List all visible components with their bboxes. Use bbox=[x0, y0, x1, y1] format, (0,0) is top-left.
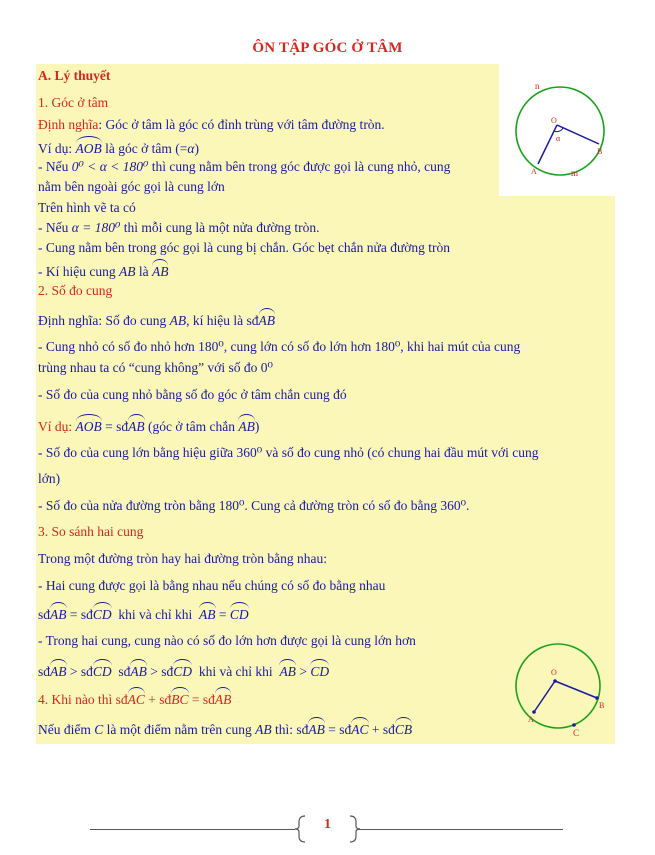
arc-cd: CD bbox=[230, 603, 249, 624]
text-segment: khi và chỉ khi bbox=[192, 664, 280, 679]
label-m: m bbox=[571, 168, 579, 178]
example-text: là góc ở tâm (= bbox=[101, 141, 188, 156]
footer-rule-right bbox=[358, 829, 563, 830]
text-segment: > bbox=[295, 664, 311, 679]
label-n: n bbox=[535, 81, 540, 91]
text-segment: > sđ bbox=[146, 664, 174, 679]
definition-2 bbox=[38, 309, 275, 330]
arc-cb: CB bbox=[395, 718, 412, 739]
paragraph-half-circle: - Số đo của nửa đường tròn bằng 180⁰. Cung cả đường tròn có số đo bằng 360⁰. bbox=[38, 498, 470, 513]
arc-ac: AC bbox=[351, 718, 368, 739]
paragraph-minor-major-2: trùng nhau ta có “cung không” với số đo 0⁰ bbox=[38, 360, 273, 375]
label-c: C bbox=[573, 728, 580, 738]
paragraph-larger-arc: - Trong hai cung, cung nào có số đo lớn hơn được gọi là cung lớn hơn bbox=[38, 633, 416, 648]
paragraph-arc-addition bbox=[38, 718, 412, 739]
point-a bbox=[532, 710, 536, 714]
arc-bc: BC bbox=[171, 688, 188, 709]
heading-so-sanh: 3. So sánh hai cung bbox=[38, 524, 144, 539]
arc-cd: CD bbox=[173, 660, 192, 681]
text-segment: = sđ bbox=[324, 722, 352, 737]
point-b bbox=[595, 696, 599, 700]
radius-ob bbox=[557, 125, 599, 144]
label-alpha: α bbox=[556, 134, 561, 143]
page-title: ÔN TẬP GÓC Ở TÂM bbox=[252, 40, 403, 56]
arc-ab: AB bbox=[238, 415, 255, 436]
condition-formula: 0⁰ < α < 180⁰ bbox=[71, 159, 149, 174]
point-c bbox=[572, 723, 576, 727]
heading-goc-o-tam: 1. Góc ở tâm bbox=[38, 95, 109, 110]
paragraph-minor-major-1: - Cung nhỏ có số đo nhỏ hơn 180⁰, cung lớn có số đo lớn hơn 180⁰, khi hai mút của cung bbox=[38, 339, 521, 354]
text-segment: - Kí hiệu cung bbox=[38, 264, 119, 279]
text-segment: Nếu điểm bbox=[38, 722, 95, 737]
arc-ac: AC bbox=[128, 688, 145, 709]
text-segment: thì cung nằm bên trong góc được gọi là cung nhỏ, cung bbox=[148, 159, 451, 174]
arc-ab: AB bbox=[128, 415, 145, 436]
arc-ab: AB bbox=[130, 660, 147, 681]
arc-ab: AB bbox=[259, 309, 276, 330]
text-segment: khi và chỉ khi bbox=[111, 607, 200, 622]
condition-formula: α = 180⁰ bbox=[71, 220, 121, 235]
label-b: B bbox=[597, 147, 603, 156]
definition-label: Định nghĩa bbox=[38, 117, 99, 132]
label-a: A bbox=[528, 715, 534, 724]
arc-ab: AB bbox=[308, 718, 325, 739]
math-ab: AB bbox=[169, 313, 187, 328]
paragraph-minor-measure: - Số đo của cung nhỏ bằng số đo góc ở tâm chắn cung đó bbox=[38, 387, 347, 402]
arc-cd: CD bbox=[93, 660, 112, 681]
label-o: O bbox=[551, 668, 557, 677]
notation-line bbox=[38, 260, 168, 281]
label-b: B bbox=[599, 701, 605, 710]
paragraph-major-measure-2: lớn) bbox=[38, 471, 61, 486]
text-segment: sđ bbox=[38, 607, 51, 622]
subtended-arc-line: - Cung nằm bên trong góc gọi là cung bị chắn. Góc bẹt chắn nửa đường tròn bbox=[38, 240, 451, 255]
definition-text: : Góc ở tâm là góc có đỉnh trùng với tâm đường tròn. bbox=[98, 117, 385, 132]
text-segment: thì: sđ bbox=[271, 722, 309, 737]
arc-ab: AB bbox=[215, 688, 232, 709]
text-segment: (góc ở tâm chắn bbox=[144, 419, 239, 434]
text-segment: là một điểm nằm trên cung bbox=[103, 722, 256, 737]
text-segment: = sđ bbox=[101, 419, 129, 434]
section-heading: A. Lý thuyết bbox=[38, 68, 111, 83]
example-2 bbox=[38, 415, 259, 436]
arc-ab: AB bbox=[279, 660, 296, 681]
arc-ab: AB bbox=[199, 603, 216, 624]
text-segment: + sđ bbox=[144, 692, 172, 707]
formula-equal bbox=[38, 603, 249, 624]
text-segment: = bbox=[215, 607, 230, 622]
half-circle-line bbox=[38, 218, 319, 237]
text-segment: Định nghĩa: Số đo cung bbox=[38, 313, 170, 328]
radius-oa bbox=[534, 681, 555, 712]
arc-aob: AOB bbox=[76, 415, 102, 436]
text-segment: - Nếu bbox=[38, 159, 72, 174]
circle-figure-2 bbox=[505, 636, 615, 738]
arc-ab: AB bbox=[152, 260, 169, 281]
arc-ab: AB bbox=[50, 660, 67, 681]
heading-khi-nao bbox=[38, 688, 231, 709]
text-segment: 4. Khi nào thì sđ bbox=[38, 692, 128, 707]
arc-cd: CD bbox=[310, 660, 329, 681]
condition-line-2: nằm bên ngoài góc gọi là cung lớn bbox=[38, 179, 225, 194]
text-segment: ) bbox=[254, 419, 260, 434]
example-close: ) bbox=[194, 141, 199, 156]
text-segment: là bbox=[135, 264, 152, 279]
text-segment: - Nếu bbox=[38, 220, 72, 235]
paragraph-major-measure-1: - Số đo của cung lớn bằng hiệu giữa 360⁰ và số đo cung nhỏ (có chung hai đầu mút với cung bbox=[38, 445, 539, 460]
alpha-symbol: α bbox=[187, 141, 195, 156]
text-segment: > sđ bbox=[66, 664, 93, 679]
text-segment: = sđ bbox=[66, 607, 93, 622]
footer-rule-left bbox=[90, 829, 295, 830]
label-o: O bbox=[551, 116, 557, 125]
example-label: Ví dụ: bbox=[38, 141, 73, 156]
definition-1 bbox=[38, 115, 385, 134]
page-number: 1 bbox=[324, 817, 331, 832]
arc-cd: CD bbox=[93, 603, 112, 624]
text-segment: , kí hiệu là sđ bbox=[186, 313, 259, 328]
circle-figure-1 bbox=[505, 78, 615, 183]
paragraph-compare-intro: Trong một đường tròn hay hai đường tròn bằng nhau: bbox=[38, 551, 328, 566]
example-1 bbox=[38, 137, 199, 158]
arc-ab: AB bbox=[50, 603, 67, 624]
example-label: Ví dụ: bbox=[38, 419, 76, 434]
figure-intro: Trên hình vẽ ta có bbox=[38, 200, 136, 215]
math-c: C bbox=[94, 722, 104, 737]
text-segment: sđ bbox=[38, 664, 51, 679]
radius-ob bbox=[555, 681, 597, 698]
point-o bbox=[553, 679, 557, 683]
text-segment: = sđ bbox=[188, 692, 215, 707]
text-segment: thì mỗi cung là một nửa đường tròn. bbox=[120, 220, 320, 235]
text-segment: + sđ bbox=[368, 722, 395, 737]
label-a: A bbox=[531, 167, 537, 176]
condition-line-1 bbox=[38, 157, 450, 176]
arc-aob: AOB bbox=[76, 137, 102, 158]
text-segment: sđ bbox=[111, 664, 131, 679]
math-ab: AB bbox=[255, 722, 272, 737]
formula-greater bbox=[38, 660, 329, 681]
paragraph-equal-arcs: - Hai cung được gọi là bằng nhau nếu chúng có số đo bằng nhau bbox=[38, 578, 386, 593]
math-ab: AB bbox=[118, 264, 136, 279]
heading-so-do-cung: 2. Số đo cung bbox=[38, 283, 113, 298]
